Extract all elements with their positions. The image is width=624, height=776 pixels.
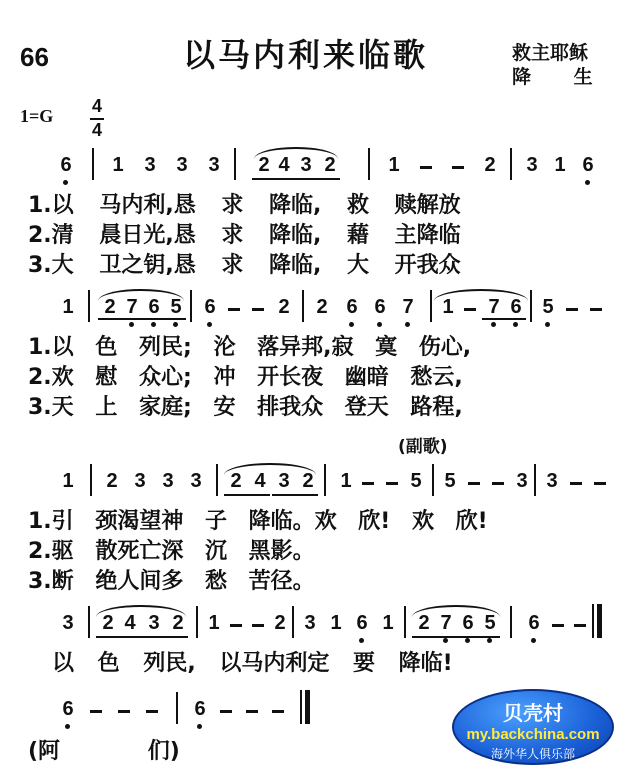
eighth-underline [294, 178, 340, 180]
bar-line [234, 148, 236, 180]
bar-line [534, 464, 536, 496]
note: 6 [510, 296, 522, 318]
note: 6 [528, 612, 540, 634]
note: 1 [62, 296, 74, 318]
hold-dash [246, 710, 258, 713]
low-octave-dot [129, 322, 134, 327]
hold-dash [362, 482, 374, 485]
note: 3 [144, 154, 156, 176]
note: 1 [442, 296, 454, 318]
note: 1 [112, 154, 124, 176]
note: 5 [410, 470, 422, 492]
refrain-label: (副歌) [398, 437, 448, 457]
low-octave-dot [197, 724, 202, 729]
note: 6 [356, 612, 368, 634]
note: 3 [300, 154, 312, 176]
note: 2 [106, 470, 118, 492]
bar-line [404, 606, 406, 638]
hold-dash [220, 710, 232, 713]
note: 1 [388, 154, 400, 176]
hold-dash [574, 624, 586, 627]
note: 2 [258, 154, 270, 176]
lyric-verse-1: 1.以 色 列民; 沦 落异邦,寂 寞 伤心, [28, 335, 472, 360]
watermark-line-3: 海外华人俱乐部 [490, 747, 575, 761]
note: 2 [274, 612, 286, 634]
note: 6 [148, 296, 160, 318]
bar-line [92, 148, 94, 180]
watermark-line-1: 贝壳村 [503, 701, 563, 725]
note: 2 [418, 612, 430, 634]
note: 2 [302, 470, 314, 492]
eighth-underline [412, 636, 456, 638]
lyric-verse-1: 1.以 马内利,恳 求 降临, 救 赎解放 [28, 193, 461, 218]
note: 7 [488, 296, 500, 318]
credits-line-2: 降 生 [512, 66, 611, 88]
lyric-verse-2: 2.欢 慰 众心; 冲 开长夜 幽暗 愁云, [28, 365, 463, 390]
hold-dash [386, 482, 398, 485]
eighth-underline [96, 636, 142, 638]
note: 7 [440, 612, 452, 634]
low-octave-dot [65, 724, 70, 729]
bar-line [302, 290, 304, 322]
note: 6 [62, 698, 74, 720]
hold-dash [452, 166, 464, 169]
note: 2 [278, 296, 290, 318]
note: 6 [60, 154, 72, 176]
watermark-line-2: my.backchina.com [466, 726, 600, 743]
bar-line [90, 464, 92, 496]
hold-dash [566, 308, 578, 311]
hold-dash [594, 482, 606, 485]
hold-dash [570, 482, 582, 485]
lyric-verse-2: 2.清 晨日光,恳 求 降临, 藉 主降临 [28, 223, 461, 248]
hold-dash [146, 710, 158, 713]
low-octave-dot [63, 180, 68, 185]
hold-dash [552, 624, 564, 627]
hold-dash [118, 710, 130, 713]
low-octave-dot [487, 638, 492, 643]
note: 1 [554, 154, 566, 176]
lyric-verse-3: 3.天 上 家庭; 安 排我众 登天 路程, [28, 395, 463, 420]
eighth-underline [252, 178, 298, 180]
note: 5 [542, 296, 554, 318]
low-octave-dot [513, 322, 518, 327]
bar-line [88, 606, 90, 638]
low-octave-dot [585, 180, 590, 185]
bar-line [88, 290, 90, 322]
note: 5 [170, 296, 182, 318]
note: 3 [304, 612, 316, 634]
note: 3 [176, 154, 188, 176]
note: 4 [278, 154, 290, 176]
low-octave-dot [207, 322, 212, 327]
lyric-verse-1: 1.引 颈渴望神 子 降临。欢 欣! 欢 欣! [28, 509, 488, 534]
note: 2 [316, 296, 328, 318]
note: 3 [148, 612, 160, 634]
note: 1 [330, 612, 342, 634]
eighth-underline [224, 494, 270, 496]
note: 2 [484, 154, 496, 176]
note: 1 [62, 470, 74, 492]
note: 2 [102, 612, 114, 634]
time-signature-top: 4 [92, 96, 103, 116]
hold-dash [492, 482, 504, 485]
note: 1 [382, 612, 394, 634]
bar-line [190, 290, 192, 322]
bar-line [430, 290, 432, 322]
hold-dash [228, 308, 240, 311]
eighth-underline [142, 318, 186, 320]
eighth-underline [142, 636, 188, 638]
note: 3 [208, 154, 220, 176]
low-octave-dot [465, 638, 470, 643]
note: 3 [516, 470, 528, 492]
hold-dash [590, 308, 602, 311]
bar-line [216, 464, 218, 496]
note: 5 [484, 612, 496, 634]
note: 3 [162, 470, 174, 492]
low-octave-dot [377, 322, 382, 327]
eighth-underline [456, 636, 500, 638]
low-octave-dot [545, 322, 550, 327]
site-watermark-logo [452, 689, 614, 765]
final-barline-thin [592, 604, 594, 638]
lyric-verse-3: 3.断 绝人间多 愁 苦径。 [28, 569, 315, 594]
note: 3 [134, 470, 146, 492]
bar-line [510, 606, 512, 638]
bar-line [292, 606, 294, 638]
note: 6 [204, 296, 216, 318]
note: 6 [462, 612, 474, 634]
note: 3 [526, 154, 538, 176]
final-barline-thick [305, 690, 310, 724]
note: 3 [278, 470, 290, 492]
note: 7 [126, 296, 138, 318]
note: 2 [230, 470, 242, 492]
note: 3 [190, 470, 202, 492]
note: 3 [62, 612, 74, 634]
bar-line [530, 290, 532, 322]
song-title: 以马内利来临歌 [183, 36, 429, 74]
lyric-amen: (阿 们) [28, 739, 180, 764]
hold-dash [252, 624, 264, 627]
note: 5 [444, 470, 456, 492]
note: 3 [546, 470, 558, 492]
key-signature: 1=G [20, 106, 54, 126]
bar-line [510, 148, 512, 180]
note: 6 [194, 698, 206, 720]
note: 6 [374, 296, 386, 318]
lyric-verse-3: 3.大 卫之钥,恳 求 降临, 大 开我众 [28, 253, 461, 278]
eighth-underline [98, 318, 142, 320]
low-octave-dot [405, 322, 410, 327]
low-octave-dot [349, 322, 354, 327]
bar-line [196, 606, 198, 638]
bar-line [432, 464, 434, 496]
note: 6 [582, 154, 594, 176]
note: 7 [402, 296, 414, 318]
hold-dash [420, 166, 432, 169]
note: 4 [254, 470, 266, 492]
final-barline-thin [300, 690, 302, 724]
bar-line [368, 148, 370, 180]
hold-dash [468, 482, 480, 485]
low-octave-dot [173, 322, 178, 327]
hold-dash [90, 710, 102, 713]
note: 2 [324, 154, 336, 176]
credits-line-1: 救主耶稣 [512, 42, 589, 64]
note: 2 [104, 296, 116, 318]
note: 2 [172, 612, 184, 634]
lyric-refrain: 以 色 列民, 以马内利定 要 降临! [52, 651, 453, 676]
hold-dash [464, 308, 476, 311]
page-number: 66 [20, 42, 49, 72]
bar-line [324, 464, 326, 496]
time-signature-bottom: 4 [92, 120, 103, 140]
note: 4 [124, 612, 136, 634]
low-octave-dot [151, 322, 156, 327]
eighth-underline [272, 494, 318, 496]
bar-line [176, 692, 178, 724]
lyric-verse-2: 2.驱 散死亡深 沉 黑影。 [28, 539, 315, 564]
hold-dash [230, 624, 242, 627]
low-octave-dot [359, 638, 364, 643]
hold-dash [252, 308, 264, 311]
low-octave-dot [443, 638, 448, 643]
note: 1 [208, 612, 220, 634]
low-octave-dot [531, 638, 536, 643]
low-octave-dot [491, 322, 496, 327]
final-barline-thick [597, 604, 602, 638]
note: 6 [346, 296, 358, 318]
note: 1 [340, 470, 352, 492]
eighth-underline [482, 318, 526, 320]
hold-dash [272, 710, 284, 713]
